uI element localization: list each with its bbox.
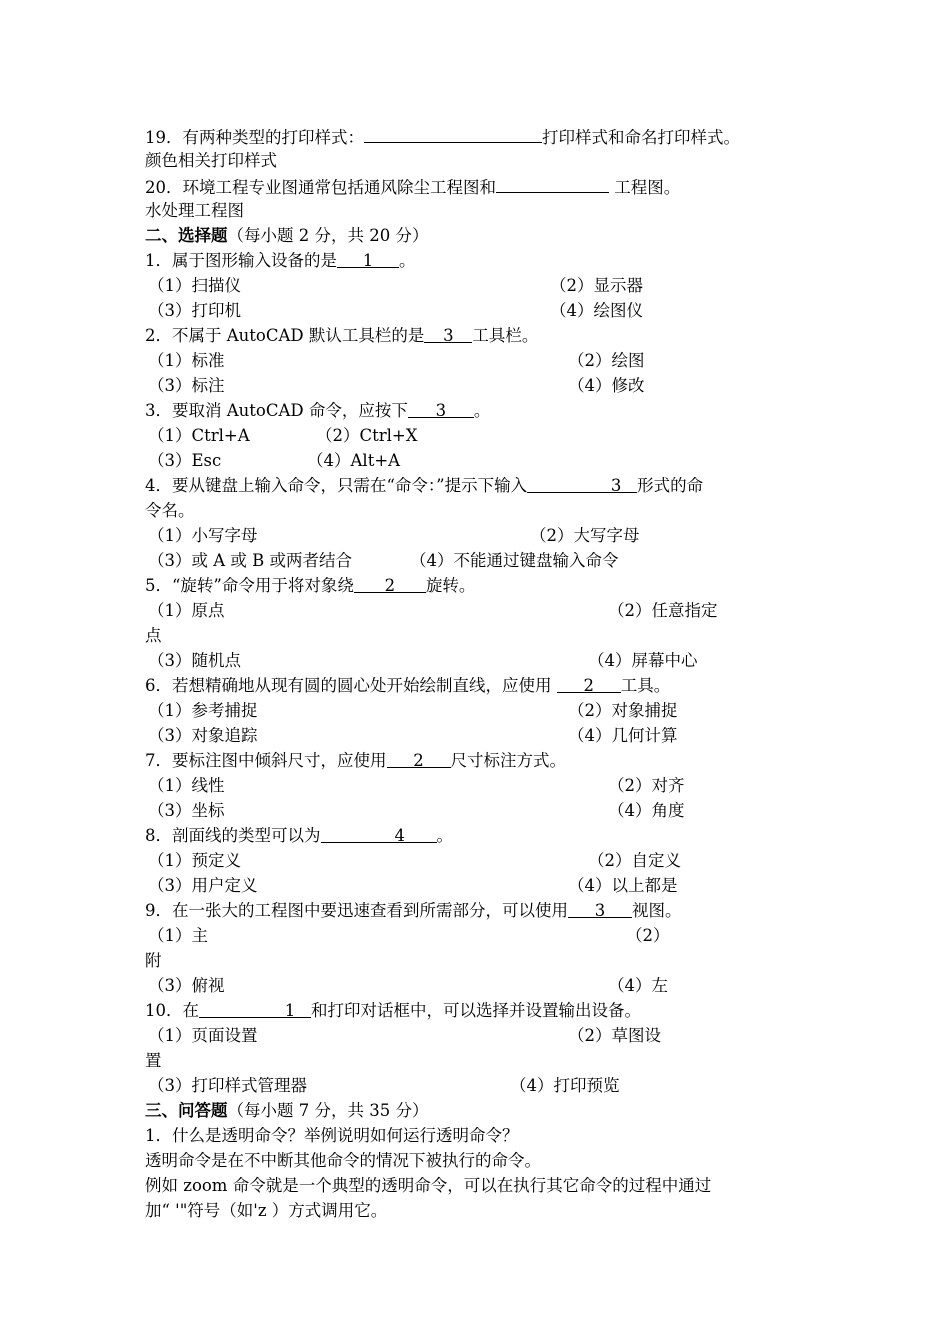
answer-blank: 2	[387, 748, 451, 768]
option: （2）自定义	[588, 851, 681, 870]
answer-blank: 1	[199, 998, 311, 1018]
option: （3）打印样式管理器	[148, 1076, 307, 1095]
option: （3）或 A 或 B 或两者结合	[148, 551, 353, 570]
question-20: 20．环境工程专业图通常包括通风除尘工程图和 工程图。	[145, 173, 680, 198]
answer-blank: 3	[424, 323, 472, 343]
question-continuation: 令名。	[145, 501, 195, 520]
option: （4）Alt+A	[307, 451, 401, 470]
choice-question-9: 9．在一张大的工程图中要迅速查看到所需部分，可以使用 3 视图。	[145, 898, 682, 923]
option: （2）绘图	[568, 351, 645, 370]
option: （4）左	[608, 976, 668, 995]
option: （4）修改	[568, 376, 645, 395]
choice-question-4: 4．要从键盘上输入命令，只需在“命令：”提示下输入 3 形式的命	[145, 473, 703, 498]
option: （3）俯视	[148, 976, 225, 995]
choice-question-8: 8．剖面线的类型可以为 4 。	[145, 823, 453, 848]
answer-blank: 4	[321, 823, 437, 843]
option: （2）对齐	[608, 776, 685, 795]
option: （1）页面设置	[148, 1026, 258, 1045]
choice-question-7: 7．要标注图中倾斜尺寸，应使用 2 尺寸标注方式。	[145, 748, 566, 773]
option: （3）打印机	[148, 301, 241, 320]
option: （4）几何计算	[568, 726, 678, 745]
blank	[364, 123, 542, 143]
option: （4）打印预览	[510, 1076, 620, 1095]
option: （2）	[626, 926, 670, 945]
answer-blank: 3	[527, 473, 637, 493]
qa-answer-line: 例如 zoom 命令就是一个典型的透明命令，可以在执行其它命令的过程中通过	[145, 1176, 712, 1195]
option: （1）Ctrl+A	[148, 426, 250, 445]
choice-question-1: 1．属于图形输入设备的是 1 。	[145, 248, 416, 273]
question-19: 19．有两种类型的打印样式： 打印样式和命名打印样式。	[145, 123, 740, 148]
option: （2）显示器	[550, 276, 643, 295]
choice-question-3: 3．要取消 AutoCAD 命令，应按下 3 。	[145, 398, 490, 423]
qa-answer-line: 透明命令是在不中断其他命令的情况下被执行的命令。	[145, 1151, 541, 1170]
option: （1）参考捕捉	[148, 701, 258, 720]
qa-answer-line: 加“ '"符号（如'z ）方式调用它。	[145, 1201, 388, 1220]
option: （3）坐标	[148, 801, 225, 820]
choice-question-6: 6．若想精确地从现有圆的圆心处开始绘制直线，应使用 2 工具。	[145, 673, 670, 698]
option: （1）预定义	[148, 851, 241, 870]
choice-question-5: 5．“旋转”命令用于将对象绕 2 旋转。	[145, 573, 475, 598]
answer-20: 水处理工程图	[145, 201, 244, 220]
option: （2）大写字母	[530, 526, 640, 545]
option: （2）Ctrl+X	[316, 426, 418, 445]
option: （3）随机点	[148, 651, 241, 670]
section-heading: 二、选择题（每小题 2 分，共 20 分）	[145, 226, 429, 245]
choice-question-2: 2．不属于 AutoCAD 默认工具栏的是 3 工具栏。	[145, 323, 538, 348]
option: （3）对象追踪	[148, 726, 258, 745]
option: （4）不能通过键盘输入命令	[410, 551, 619, 570]
choice-question-10: 10．在 1 和打印对话框中，可以选择并设置输出设备。	[145, 998, 641, 1023]
option: （1）线性	[148, 776, 225, 795]
option: （1）小写字母	[148, 526, 258, 545]
option-continuation: 附	[145, 951, 162, 970]
option: （4）角度	[608, 801, 685, 820]
option: （2）草图设	[568, 1026, 661, 1045]
blank	[496, 173, 609, 193]
option: （2）对象捕捉	[568, 701, 678, 720]
option: （1）扫描仪	[148, 276, 241, 295]
answer-19: 颜色相关打印样式	[145, 151, 277, 170]
option-continuation: 置	[145, 1051, 162, 1070]
option: （4）屏幕中心	[588, 651, 698, 670]
option: （1）原点	[148, 601, 225, 620]
answer-blank: 1	[337, 248, 399, 268]
answer-blank: 3	[408, 398, 474, 418]
option: （3）Esc	[148, 451, 222, 470]
answer-blank: 2	[354, 573, 426, 593]
option: （2）任意指定	[608, 601, 718, 620]
option: （4）绘图仪	[550, 301, 643, 320]
option: （1）主	[148, 926, 208, 945]
option: （1）标准	[148, 351, 225, 370]
option-continuation: 点	[145, 626, 162, 645]
option: （3）标注	[148, 376, 225, 395]
answer-blank: 3	[568, 898, 632, 918]
option: （4）以上都是	[568, 876, 678, 895]
option: （3）用户定义	[148, 876, 258, 895]
answer-blank: 2	[557, 673, 621, 693]
section-heading: 三、问答题（每小题 7 分，共 35 分）	[145, 1101, 429, 1120]
qa-question-1: 1．什么是透明命令？举例说明如何运行透明命令？	[145, 1126, 519, 1145]
